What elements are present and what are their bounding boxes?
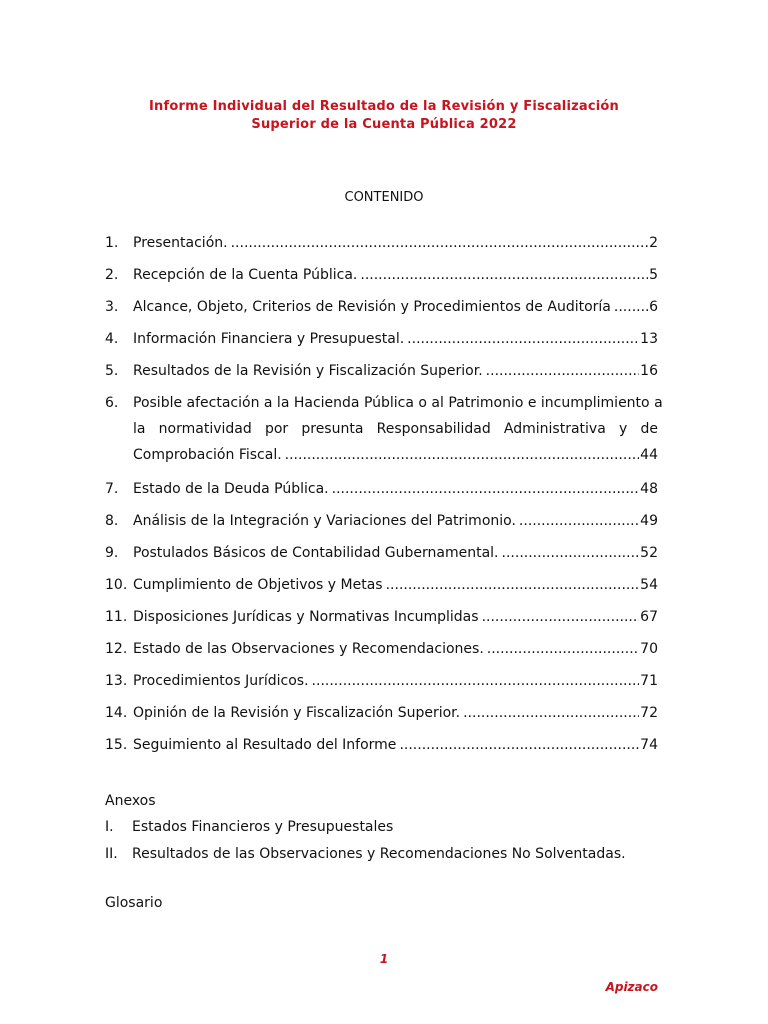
toc-item-title-line-2: la normatividad por presunta Responsabilidad Administrativa y de: [133, 421, 658, 437]
dot-leader: [519, 511, 639, 531]
dot-leader: [407, 329, 639, 349]
toc-item-title: Información Financiera y Presupuestal.: [133, 331, 405, 347]
page-number: 1: [379, 952, 389, 966]
footer-municipality: Apizaco: [605, 980, 658, 994]
toc-item-title: Estado de la Deuda Pública.: [133, 481, 329, 497]
toc-item-number: 4.: [105, 331, 119, 347]
toc-item-page: 52: [640, 545, 658, 561]
toc-item-number: 13.: [105, 673, 128, 689]
dot-leader: [482, 607, 640, 627]
toc-item-7[interactable]: [105, 479, 658, 499]
toc-item-page: 16: [640, 363, 658, 379]
annex-item-title: Estados Financieros y Presupuestales: [132, 819, 394, 835]
toc-item-page: 48: [640, 481, 658, 497]
toc-item-page: 13: [640, 331, 658, 347]
toc-item-title: Seguimiento al Resultado del Informe: [133, 737, 397, 753]
toc-item-page: 2: [649, 235, 658, 251]
toc-item-13[interactable]: [105, 671, 658, 691]
dot-leader: [502, 543, 640, 563]
toc-item-11[interactable]: [105, 607, 658, 627]
glossary-heading: Glosario: [105, 895, 163, 911]
toc-item-title: Análisis de la Integración y Variaciones del Patrimonio.: [133, 513, 516, 529]
toc-item-title-line-1: Posible afectación a la Hacienda Pública o al Patrimonio e incumplimiento a: [133, 395, 663, 411]
toc-item-title: Disposiciones Jurídicas y Normativas Incumplidas: [133, 609, 479, 625]
toc-item-number: 7.: [105, 481, 119, 497]
dot-leader: [486, 361, 640, 381]
toc-item-page: 74: [640, 737, 658, 753]
annex-item-2[interactable]: [105, 846, 626, 862]
toc-item-page: 49: [640, 513, 658, 529]
toc-item-page: 72: [640, 705, 658, 721]
dot-leader: [399, 735, 639, 755]
toc-item-number: 2.: [105, 267, 119, 283]
annex-item-number: II.: [105, 846, 118, 862]
dot-leader: [231, 233, 648, 253]
toc-item-4[interactable]: [105, 329, 658, 349]
dot-leader: [614, 297, 648, 317]
dot-leader: [487, 639, 639, 659]
toc-item-14[interactable]: [105, 703, 658, 723]
toc-item-page: 54: [640, 577, 658, 593]
toc-item-page: 5: [649, 267, 658, 283]
toc-item-number: 10.: [105, 577, 128, 593]
dot-leader: [285, 445, 640, 465]
toc-item-1[interactable]: [105, 233, 658, 253]
toc-item-title: Postulados Básicos de Contabilidad Gubernamental.: [133, 545, 499, 561]
toc-item-number: 1.: [105, 235, 119, 251]
toc-item-title: Recepción de la Cuenta Pública.: [133, 267, 358, 283]
dot-leader: [360, 265, 648, 285]
toc-item-15[interactable]: [105, 735, 658, 755]
annexes-heading: Anexos: [105, 793, 156, 809]
toc-item-number: 12.: [105, 641, 128, 657]
toc-item-9[interactable]: [105, 543, 658, 563]
toc-item-number: 14.: [105, 705, 128, 721]
toc-item-12[interactable]: [105, 639, 658, 659]
dot-leader: [312, 671, 640, 691]
toc-item-number: 15.: [105, 737, 128, 753]
dot-leader: [463, 703, 639, 723]
toc-item-number: 9.: [105, 545, 119, 561]
report-title-line-2: Superior de la Cuenta Pública 2022: [251, 117, 517, 132]
toc-item-title: Alcance, Objeto, Criterios de Revisión y Procedimientos de Auditoría: [133, 299, 611, 315]
toc-item-number: 11.: [105, 609, 128, 625]
toc-item-number: 5.: [105, 363, 119, 379]
toc-item-number: 8.: [105, 513, 119, 529]
report-title-line-1: Informe Individual del Resultado de la Revisión y Fiscalización: [148, 99, 620, 114]
toc-item-title: Resultados de la Revisión y Fiscalización Superior.: [133, 363, 483, 379]
toc-item-title: Estado de las Observaciones y Recomendaciones.: [133, 641, 484, 657]
toc-item-title: Opinión de la Revisión y Fiscalización Superior.: [133, 705, 461, 721]
annex-item-1[interactable]: [105, 819, 393, 835]
toc-item-2[interactable]: [105, 265, 658, 285]
toc-item-8[interactable]: [105, 511, 658, 531]
toc-item-page: 67: [640, 609, 658, 625]
dot-leader: [386, 575, 640, 595]
dot-leader: [332, 479, 640, 499]
toc-item-title: Presentación.: [133, 235, 228, 251]
toc-item-page: 44: [640, 447, 658, 463]
toc-item-3[interactable]: [105, 297, 658, 317]
contents-heading: CONTENIDO: [344, 190, 424, 205]
annex-item-number: I.: [105, 819, 114, 835]
toc-item-page: 70: [640, 641, 658, 657]
toc-item-page: 71: [640, 673, 658, 689]
toc-item-title-line-3: Comprobación Fiscal.: [133, 447, 282, 463]
toc-item-5[interactable]: [105, 361, 658, 381]
toc-item-number: 6.: [105, 395, 119, 411]
toc-item-10[interactable]: [105, 575, 658, 595]
toc-item-page: 6: [649, 299, 658, 315]
annex-item-title: Resultados de las Observaciones y Recomendaciones No Solventadas.: [132, 846, 626, 862]
toc-item-title: Procedimientos Jurídicos.: [133, 673, 309, 689]
toc-item-number: 3.: [105, 299, 119, 315]
toc-item-title: Cumplimiento de Objetivos y Metas: [133, 577, 383, 593]
